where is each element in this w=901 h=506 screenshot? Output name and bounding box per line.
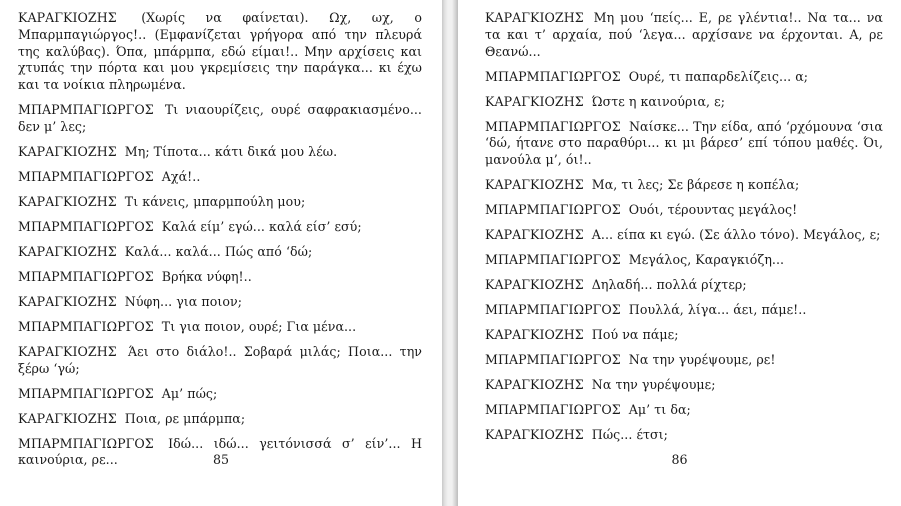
dialogue-text: Τι για ποιον, ουρέ; Για μένα...	[161, 318, 357, 334]
speaker-name: ΜΠΑΡΜΠΑΓΙΩΡΓΟΣ	[18, 218, 154, 234]
speaker-name: ΜΠΑΡΜΠΑΓΙΩΡΓΟΣ	[485, 352, 621, 368]
speaker-name: ΜΠΑΡΜΠΑΓΙΩΡΓΟΣ	[18, 268, 154, 284]
dialogue-text: Πώς... έτσι;	[591, 426, 668, 442]
dialogue-line	[485, 10, 883, 60]
speaker-name: ΚΑΡΑΓΚΙΟΖΗΣ	[18, 243, 117, 259]
dialogue-text: Δηλαδή... πολλά ρίχτερ;	[591, 277, 747, 293]
speaker-name: ΜΠΑΡΜΠΑΓΙΩΡΓΟΣ	[18, 435, 154, 451]
dialogue-line	[18, 294, 422, 311]
dialogue-line	[485, 327, 883, 344]
dialogue-line	[18, 10, 422, 94]
dialogue-line	[485, 352, 883, 369]
speaker-name: ΜΠΑΡΜΠΑΓΙΩΡΓΟΣ	[18, 102, 154, 118]
dialogue-line	[18, 386, 422, 403]
speaker-name: ΚΑΡΑΓΚΙΟΖΗΣ	[18, 193, 117, 209]
page-gutter	[442, 0, 458, 506]
dialogue-line	[485, 302, 883, 319]
dialogue-text: Α... είπα κι εγώ. (Σε άλλο τόνο). Μεγάλος, ε;	[591, 227, 881, 243]
dialogue-text: Να την γυρέψουμε;	[591, 377, 716, 392]
dialogue-text: Καλά είμ’ εγώ... καλά είσ’ εσύ;	[161, 218, 362, 234]
speaker-name: ΚΑΡΑΓΚΙΟΖΗΣ	[485, 377, 584, 392]
dialogue-text: Καλά... καλά... Πώς από ‘δώ;	[124, 243, 313, 259]
left-page	[0, 0, 442, 506]
speaker-name: ΜΠΑΡΜΠΑΓΙΩΡΓΟΣ	[485, 252, 621, 268]
speaker-name: ΚΑΡΑΓΚΙΟΖΗΣ	[485, 10, 584, 25]
speaker-name: ΚΑΡΑΓΚΙΟΖΗΣ	[18, 343, 117, 359]
page-number: 85	[212, 452, 230, 467]
dialogue-text: Πού να πάμε;	[591, 327, 679, 343]
speaker-name: ΚΑΡΑΓΚΙΟΖΗΣ	[485, 277, 584, 293]
dialogue-line	[485, 277, 883, 294]
speaker-name: ΚΑΡΑΓΚΙΟΖΗΣ	[485, 426, 584, 442]
dialogue-line	[485, 377, 883, 394]
speaker-name: ΚΑΡΑΓΚΙΟΖΗΣ	[485, 177, 584, 193]
speaker-name: ΜΠΑΡΜΠΑΓΙΩΡΓΟΣ	[485, 401, 621, 417]
dialogue-text: Ώστε η καινούρια, ε;	[591, 93, 725, 109]
dialogue-text: Μα, τι λες; Σε βάρεσε η κοπέλα;	[591, 177, 800, 193]
dialogue-text: Αχά!..	[161, 168, 201, 184]
speaker-name: ΜΠΑΡΜΠΑΓΙΩΡΓΟΣ	[18, 385, 154, 401]
speaker-name: ΚΑΡΑΓΚΙΟΖΗΣ	[18, 143, 117, 159]
dialogue-line	[485, 69, 883, 86]
dialogue-text: Ουόι, τέρουντας μεγάλος!	[628, 202, 798, 218]
dialogue-line	[485, 402, 883, 419]
dialogue-line	[18, 169, 422, 186]
dialogue-text: Άει στο διάλο!.. Σοβαρά μιλάς; Ποια... την ξέρω ‘γώ;	[18, 343, 422, 376]
dialogue-line	[485, 119, 883, 169]
dialogue-line	[485, 177, 883, 194]
dialogue-text: Μη; Τίποτα... κάτι δικά μου λέω.	[124, 143, 338, 159]
dialogue-text: Βρήκα νύφη!..	[161, 268, 252, 284]
dialogue-text: Μη μου ‘πείς... Ε, ρε γλέντια!.. Να τα... να τα και τ’ αρχαία, πού ‘λεγα... αρχίσανε να έρχονται. Α, ρε Θεανώ...	[485, 10, 883, 59]
speaker-name: ΚΑΡΑΓΚΙΟΖΗΣ	[485, 227, 584, 243]
dialogue-text: Ιδώ... ιδώ... γειτόνισσά σ’ είν’... Η καινούρια, ρε...	[18, 435, 422, 468]
speaker-name: ΚΑΡΑΓΚΙΟΖΗΣ	[485, 327, 584, 343]
dialogue-text: Μεγάλος, Καραγκιόζη...	[628, 252, 785, 268]
right-page	[458, 0, 901, 506]
speaker-name: ΜΠΑΡΜΠΑΓΙΩΡΓΟΣ	[485, 68, 621, 84]
speaker-name: ΚΑΡΑΓΚΙΟΖΗΣ	[18, 293, 117, 309]
speaker-name: ΜΠΑΡΜΠΑΓΙΩΡΓΟΣ	[485, 118, 621, 134]
dialogue-line	[18, 219, 422, 236]
dialogue-line	[18, 244, 422, 261]
dialogue-line	[485, 427, 883, 444]
speaker-name: ΜΠΑΡΜΠΑΓΙΩΡΓΟΣ	[18, 168, 154, 184]
dialogue-line	[485, 202, 883, 219]
dialogue-text: Ναίσκε... Την είδα, από ‘ρχόμουνα ‘σια ‘δώ, ήτανε στο παραθύρι... κι μι βάρεσ’ επί τόπου μαθές. Όι, μανούλα μ’, όι!..	[485, 118, 883, 168]
dialogue-line	[18, 194, 422, 211]
speaker-name: ΜΠΑΡΜΠΑΓΙΩΡΓΟΣ	[485, 302, 621, 318]
dialogue-line	[485, 252, 883, 269]
speaker-name: ΜΠΑΡΜΠΑΓΙΩΡΓΟΣ	[18, 318, 154, 334]
dialogue-text: Τι κάνεις, μπαρμπούλη μου;	[124, 193, 306, 209]
dialogue-text: Ποια, ρε μπάρμπα;	[124, 410, 246, 426]
speaker-name: ΜΠΑΡΜΠΑΓΙΩΡΓΟΣ	[485, 202, 621, 218]
dialogue-text: Τι νιαουρίζεις, ουρέ σαφρακιασμένο... δεν μ’ λες;	[18, 102, 422, 134]
dialogue-line	[18, 102, 422, 136]
dialogue-line	[18, 344, 422, 378]
dialogue-text: Ουρέ, τι παπαρδελίζεις... α;	[628, 68, 809, 84]
dialogue-text: Νύφη... για ποιον;	[124, 293, 242, 309]
dialogue-text: Αμ’ πώς;	[161, 385, 218, 401]
dialogue-line	[485, 94, 883, 111]
dialogue-line	[18, 319, 422, 336]
dialogue-text: Να την γυρέψουμε, ρε!	[628, 352, 776, 368]
dialogue-text: Πουλλά, λίγα... άει, πάμε!..	[628, 302, 807, 318]
page-number: 86	[671, 452, 688, 467]
speaker-name: ΚΑΡΑΓΚΙΟΖΗΣ	[485, 93, 584, 109]
dialogue-line	[18, 411, 422, 428]
dialogue-text: (Χωρίς να φαίνεται). Ωχ, ωχ, ο Μπαρμπαγιώργος!.. (Εμφανίζεται γρήγορα από την πλευρά της καλύβας). Όπα, μπάρμπα, εδώ είμαι!.. Μην αρχίσεις και χτυπάς την πόρτα και μου γκρεμίσεις την παράγκα... κι έχω και τα νοίκια πληρωμένα.	[18, 10, 422, 93]
dialogue-line	[18, 269, 422, 286]
dialogue-line	[18, 144, 422, 161]
speaker-name: ΚΑΡΑΓΚΙΟΖΗΣ	[18, 410, 117, 426]
speaker-name: ΚΑΡΑΓΚΙΟΖΗΣ	[18, 10, 117, 25]
dialogue-line	[485, 227, 883, 244]
dialogue-text: Αμ’ τι δα;	[628, 401, 691, 417]
